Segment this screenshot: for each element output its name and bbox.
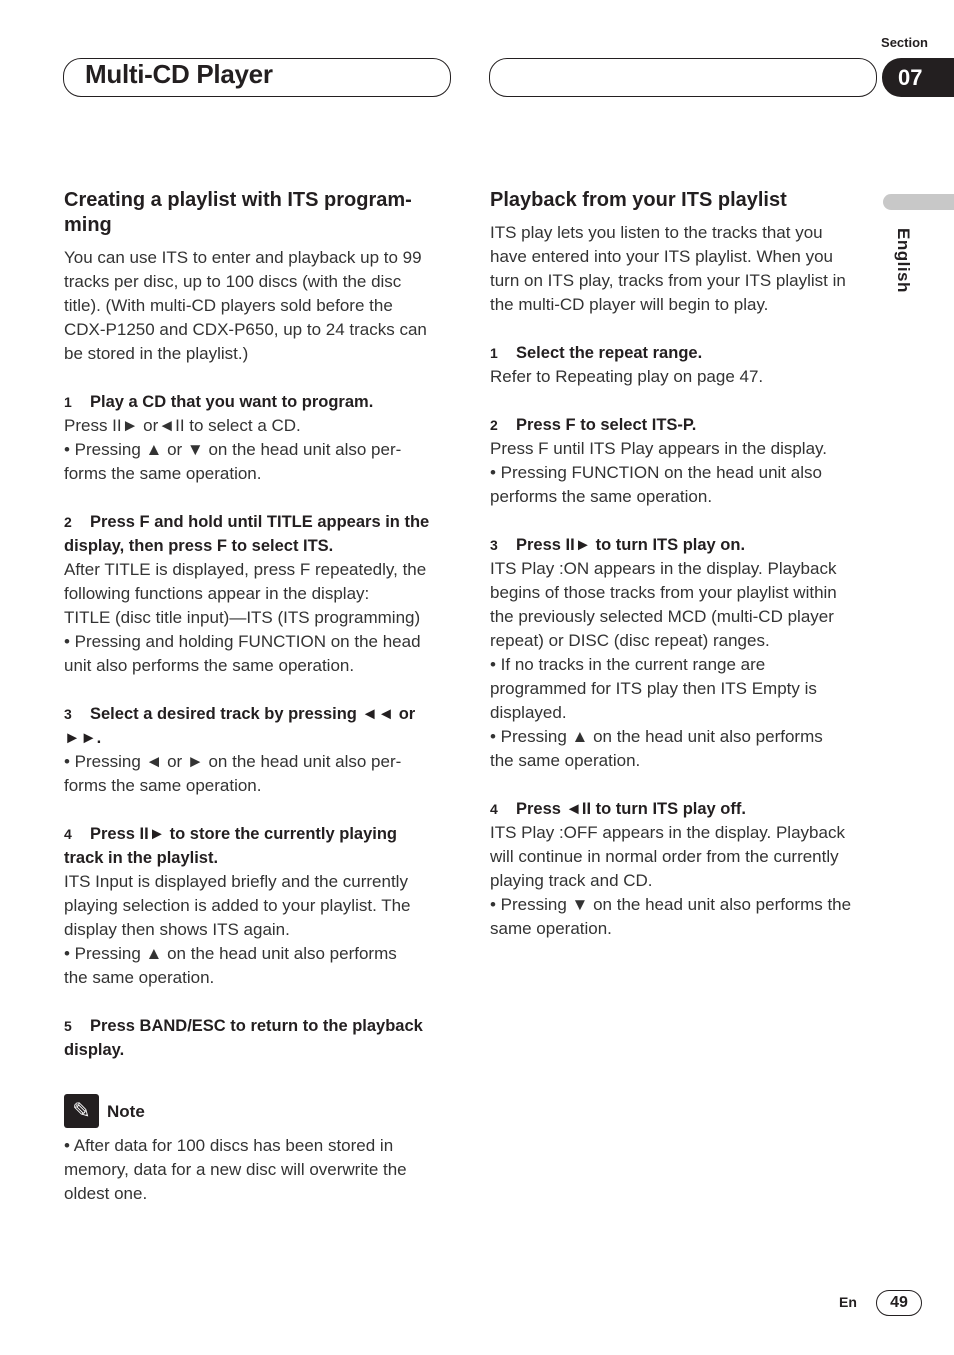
step-title	[64, 1038, 454, 1062]
page-title: Multi-CD Player	[85, 59, 273, 89]
step-body-line: • Pressing ▼ on the head unit also performs the	[490, 895, 852, 914]
step-body-line: programmed for ITS play then ITS Empty is	[490, 679, 817, 698]
step-body-line: TITLE (disc title input)—ITS (ITS programming)	[64, 608, 421, 627]
step-title	[64, 510, 454, 534]
step-title	[490, 797, 880, 821]
step-title-text: Select the repeat range.	[516, 344, 703, 362]
step-body-line: performs the same operation.	[490, 487, 713, 506]
note-body	[64, 1134, 454, 1206]
left-column	[64, 188, 454, 1062]
step-2	[490, 413, 880, 509]
step-body-line: • Pressing FUNCTION on the head unit also	[490, 463, 822, 482]
step-body-line: • Pressing ▲ on the head unit also performs	[490, 727, 823, 746]
step-title	[64, 726, 454, 750]
step-body-line: Press II► or◄II to select a CD.	[64, 416, 301, 435]
step-body-line: forms the same operation.	[64, 464, 262, 483]
text-line: have entered into your ITS playlist. When you	[490, 247, 834, 266]
step-title	[64, 702, 454, 726]
page-number: 49	[876, 1290, 922, 1316]
left-steps	[64, 390, 454, 1062]
step-title-text: Select a desired track by pressing ◄◄ or	[90, 705, 416, 723]
step-title	[64, 534, 454, 558]
left-heading: Creating a playlist with ITS program-ming	[64, 189, 412, 236]
step-title	[64, 1014, 454, 1038]
pencil-icon: ✎	[64, 1094, 99, 1128]
step-title	[64, 822, 454, 846]
step-title-text: Press II► to store the currently playing	[90, 825, 397, 843]
step-title-text: ►►.	[64, 729, 102, 747]
step-number: 1	[490, 345, 498, 361]
step-body-line: same operation.	[490, 919, 612, 938]
step-title-text: Play a CD that you want to program.	[90, 393, 374, 411]
text-line: ITS play lets you listen to the tracks that you	[490, 223, 823, 242]
step-title	[490, 533, 880, 557]
step-body-line: forms the same operation.	[64, 776, 262, 795]
step-4	[490, 797, 880, 941]
step-3	[64, 702, 454, 798]
right-steps	[490, 341, 880, 941]
header-blank-frame	[489, 58, 877, 97]
step-body-line: ITS Play :OFF appears in the display. Playback	[490, 823, 845, 842]
step-body-line: repeat) or DISC (disc repeat) ranges.	[490, 631, 770, 650]
text-line: be stored in the playlist.)	[64, 344, 249, 363]
step-body-line: Refer to Repeating play on page 47.	[490, 367, 764, 386]
step-body-line: ITS Input is displayed briefly and the currently	[64, 872, 408, 891]
left-intro	[64, 246, 454, 366]
step-title	[64, 846, 454, 870]
footer-language-code: En	[839, 1294, 857, 1310]
text-line: title). (With multi-CD players sold before the	[64, 296, 393, 315]
text-line: turn on ITS play, tracks from your ITS playlist in	[490, 271, 846, 290]
right-heading: Playback from your ITS playlist	[490, 189, 787, 211]
step-1	[64, 390, 454, 486]
right-intro	[490, 221, 880, 317]
step-body-line: displayed.	[490, 703, 567, 722]
step-1	[490, 341, 880, 389]
step-body-line: ITS Play :ON appears in the display. Playback	[490, 559, 837, 578]
step-body-line: • If no tracks in the current range are	[490, 655, 766, 674]
text-line: CDX-P1250 and CDX-P650, up to 24 tracks can	[64, 320, 427, 339]
step-4	[64, 822, 454, 990]
step-body-line: • Pressing and holding FUNCTION on the head	[64, 632, 421, 651]
step-number: 1	[64, 394, 72, 410]
step-title	[490, 341, 880, 365]
step-body-line: the same operation.	[490, 751, 641, 770]
step-body-line: will continue in normal order from the currently	[490, 847, 839, 866]
note-label: Note	[107, 1102, 145, 1121]
step-body-line: following functions appear in the display:	[64, 584, 370, 603]
step-body-line: the same operation.	[64, 968, 215, 987]
step-body-line: unit also performs the same operation.	[64, 656, 355, 675]
text-line: • After data for 100 discs has been stored in	[64, 1136, 394, 1155]
step-body-line: Press F until ITS Play appears in the display.	[490, 439, 828, 458]
step-number: 2	[490, 417, 498, 433]
step-title-text: Press II► to turn ITS play on.	[516, 536, 746, 554]
step-title-text: display.	[64, 1041, 125, 1059]
step-number: 4	[490, 801, 498, 817]
step-number: 5	[64, 1018, 72, 1034]
step-title	[490, 413, 880, 437]
step-title-text: Press BAND/ESC to return to the playback	[90, 1017, 423, 1035]
section-number-badge: 07	[882, 58, 954, 97]
step-body-line: • Pressing ▲ on the head unit also performs	[64, 944, 397, 963]
step-title-text: Press F to select ITS-P.	[516, 416, 697, 434]
step-number: 3	[490, 537, 498, 553]
step-number: 3	[64, 706, 72, 722]
step-number: 4	[64, 826, 72, 842]
step-body-line: playing track and CD.	[490, 871, 653, 890]
right-column	[490, 188, 880, 941]
language-tab	[883, 194, 954, 210]
text-line: You can use ITS to enter and playback up to 99	[64, 248, 422, 267]
step-5	[64, 1014, 454, 1062]
text-line: the multi-CD player will begin to play.	[490, 295, 769, 314]
step-title-text: display, then press F to select ITS.	[64, 537, 334, 555]
step-body-line: display then shows ITS again.	[64, 920, 290, 939]
text-line: tracks per disc, up to 100 discs (with the disc	[64, 272, 402, 291]
step-title-text: Press F and hold until TITLE appears in the	[90, 513, 430, 531]
step-number: 2	[64, 514, 72, 530]
step-body-line: After TITLE is displayed, press F repeatedly, the	[64, 560, 427, 579]
step-body-line: begins of those tracks from your playlist within	[490, 583, 837, 602]
text-line: oldest one.	[64, 1184, 148, 1203]
step-body-line: • Pressing ◄ or ► on the head unit also per-	[64, 752, 402, 771]
step-body-line: • Pressing ▲ or ▼ on the head unit also per-	[64, 440, 402, 459]
step-body-line: playing selection is added to your playlist. The	[64, 896, 411, 915]
step-body-line: the previously selected MCD (multi-CD player	[490, 607, 834, 626]
step-title-text: track in the playlist.	[64, 849, 219, 867]
text-line: memory, data for a new disc will overwrite the	[64, 1160, 407, 1179]
step-title	[64, 390, 454, 414]
step-3	[490, 533, 880, 773]
language-label: English	[894, 228, 913, 293]
step-title-text: Press ◄II to turn ITS play off.	[516, 800, 746, 818]
section-label: Section	[881, 35, 928, 50]
step-2	[64, 510, 454, 678]
